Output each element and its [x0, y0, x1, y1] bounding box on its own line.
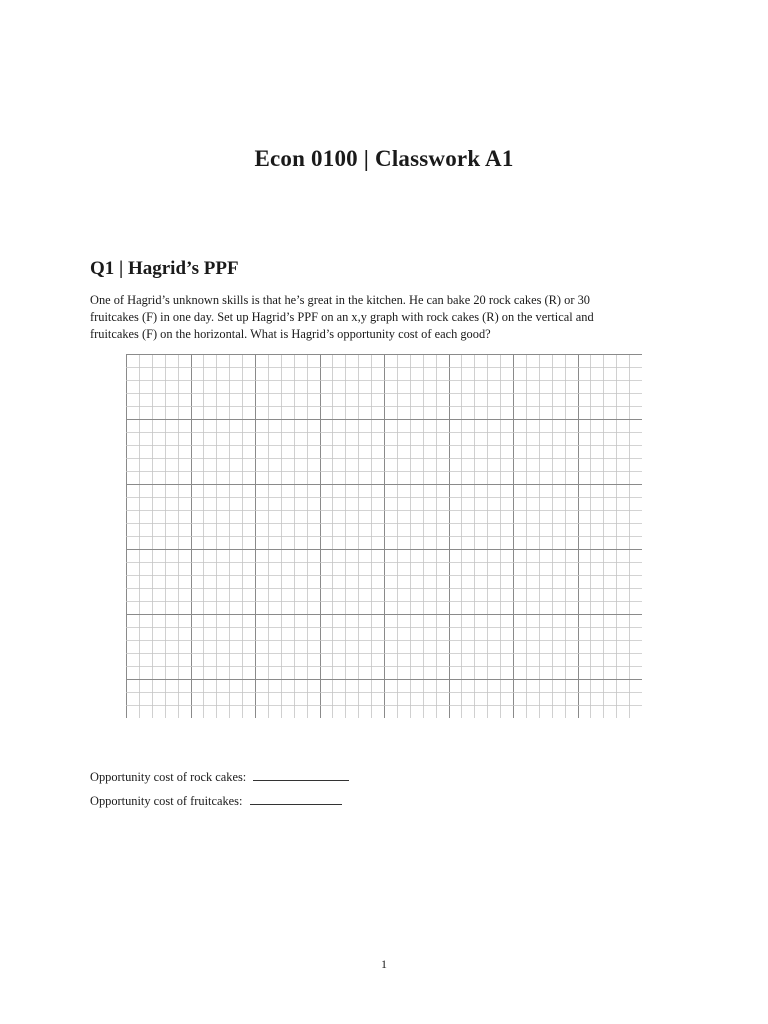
answer-blank[interactable] — [250, 791, 342, 805]
question-line: fruitcakes (F) on the horizontal. What is Hagrid’s opportunity cost of each good? — [90, 327, 491, 341]
answer-label: Opportunity cost of fruitcakes: — [90, 794, 243, 808]
question-line: One of Hagrid’s unknown skills is that he’s great in the kitchen. He can bake 20 rock cakes (R) or 30 — [90, 293, 590, 307]
answer-blank[interactable] — [253, 767, 349, 781]
answer-label: Opportunity cost of rock cakes: — [90, 770, 247, 784]
answer-rock-cakes — [90, 767, 349, 785]
page-number: 1 — [381, 957, 387, 971]
page-title: Econ 0100 | Classwork A1 — [254, 146, 514, 171]
answer-fruitcakes — [90, 791, 342, 809]
graph-paper-grid — [126, 354, 642, 718]
question-line: fruitcakes (F) in one day. Set up Hagrid’s PPF on an x,y graph with rock cakes (R) on the vertical and — [90, 310, 594, 324]
question-heading: Q1 | Hagrid’s PPF — [90, 258, 239, 279]
question-text — [90, 292, 682, 343]
